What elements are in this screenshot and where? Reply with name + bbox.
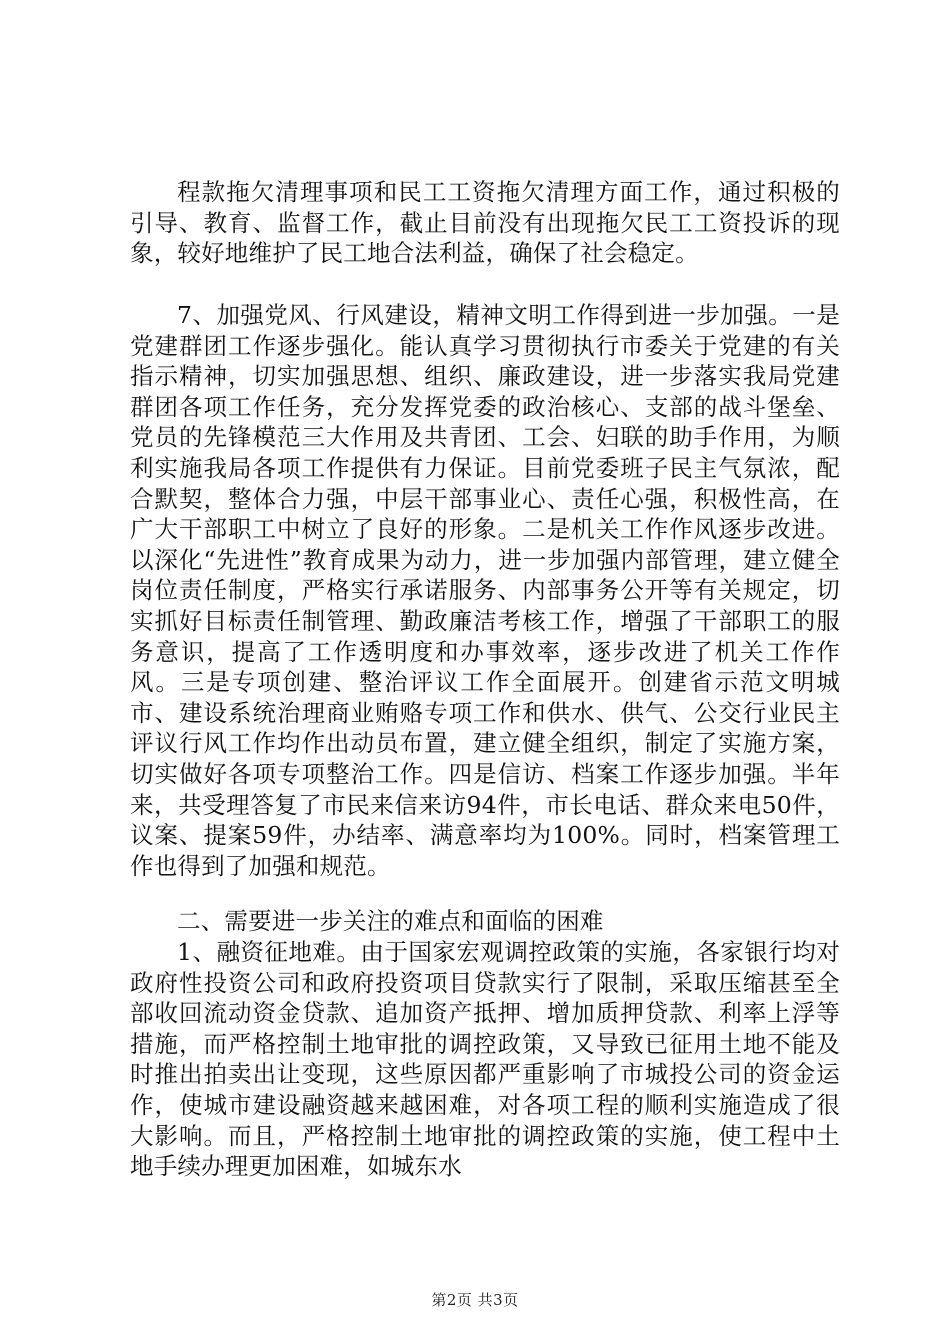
paragraph-party-conduct: 7、加强党风、行风建设，精神文明工作得到进一步加强。一是党建群团工作逐步强化。能认真学习贯彻执行市委关于党建的有关指示精神，切实加强思想、组织、廉政建设，进一步落实我局党建群团各项工作任务，充分发挥党委的政治核心、支部的战斗堡垒、党员的先锋模范三大作用及共青团、工会、妇联的助手作用，为顺利实施我局各项工作提供有力保证。目前党委班子民主气氛浓，配合默契，整体合力强，中层干部事业心、责任心强，积极性高，在广大干部职工中树立了良好的形象。二是机关工作作风逐步改进。以深化“先进性”教育成果为动力，进一步加强内部管理，建立健全岗位责任制度，严格实行承诺服务、内部事务公开等有关规定，切实抓好目标责任制管理、勤政廉洁考核工作，增强了干部职工的服务意识，提高了工作透明度和办事效率，逐步改进了机关工作作风。三是专项创建、整治评议工作全面展开。创建省示范文明城市、建设系统治理商业贿赂专项工作和供水、供气、公交行业民主评议行风工作均作出动员布置，建立健全组织，制定了实施方案，切实做好各项专项整治工作。四是信访、档案工作逐步加强。半年来，共受理答复了市民来信来访94件，市长电话、群众来电50件，议案、提案59件，办结率、满意率均为100%。同时，档案管理工作也得到了加强和规范。 xyxy=(130,301,840,880)
paragraph-financing-land: 1、融资征地难。由于国家宏观调控政策的实施，各家银行均对政府性投资公司和政府投资项目贷款实行了限制，采取压缩甚至全部收回流动资金贷款、追加资产抵押、增加质押贷款、利率上浮等措施，而严格控制土地审批的调控政策，又导致已征用土地不能及时推出拍卖出让变现，这些原因都严重影响了市城投公司的资金运作，使城市建设融资越来越困难，对各项工程的顺利实施造成了很大影响。而且，严格控制土地审批的调控政策的实施，使工程中土地手续办理更加困难，如城东水 xyxy=(130,938,840,1181)
section-heading-difficulties: 二、需要进一步关注的难点和面临的困难 xyxy=(177,907,604,935)
paragraph-wage-arrears: 程款拖欠清理事项和民工工资拖欠清理方面工作，通过积极的引导、教育、监督工作，截止目前没有出现拖欠民工工资投诉的现象，较好地维护了民工地合法利益，确保了社会稳定。 xyxy=(130,178,840,268)
page-footer: 第2页 共3页 xyxy=(431,1291,519,1309)
